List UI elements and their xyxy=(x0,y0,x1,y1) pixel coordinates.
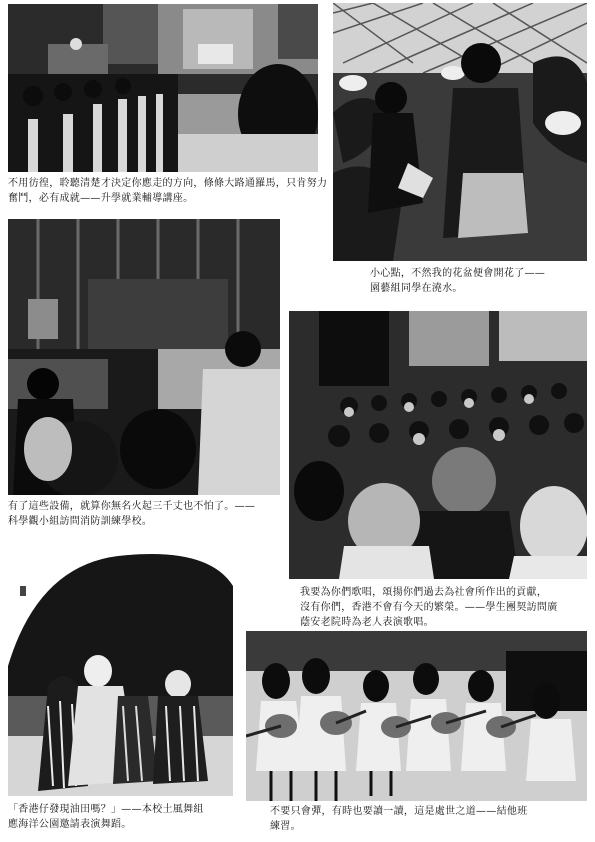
photo-guitar-class xyxy=(246,631,587,801)
caption-guitar: 不要只會彈，有時也要讀一讀，這是處世之道——結他班 練習。 xyxy=(270,806,528,832)
photo-elderly-home xyxy=(289,311,587,579)
photo-folk-dance xyxy=(8,546,233,796)
caption-gardening: 小心點，不然我的花盆便會開花了—— 園藝組同學在澆水。 xyxy=(370,268,546,294)
caption-folk-dance: 「香港仔發現油田嗎？」——本校土風舞組 應海洋公園邀請表演舞蹈。 xyxy=(8,804,204,830)
photo-fire-training xyxy=(8,219,280,495)
caption-elderly-home: 我要為你們歌唱，頌揚你們過去為社會所作出的貢獻， 沒有你們，香港不會有今天的繁榮。——學生團契訪問廣 蔭安老院時為老人表演歌唱。 xyxy=(300,587,558,628)
photo-gardening xyxy=(333,3,587,261)
photo-seminar-hall xyxy=(8,4,318,172)
caption-seminar: 不用彷徨，聆聽清楚才決定你應走的方向，條條大路通羅馬，只肯努力奮鬥，必有成就——升學就業輔導講座。 xyxy=(8,178,328,204)
caption-fire-training: 有了這些設備，就算你無名火起三千丈也不怕了。—— 科學觀小組訪問消防訓練學校。 xyxy=(8,501,256,527)
